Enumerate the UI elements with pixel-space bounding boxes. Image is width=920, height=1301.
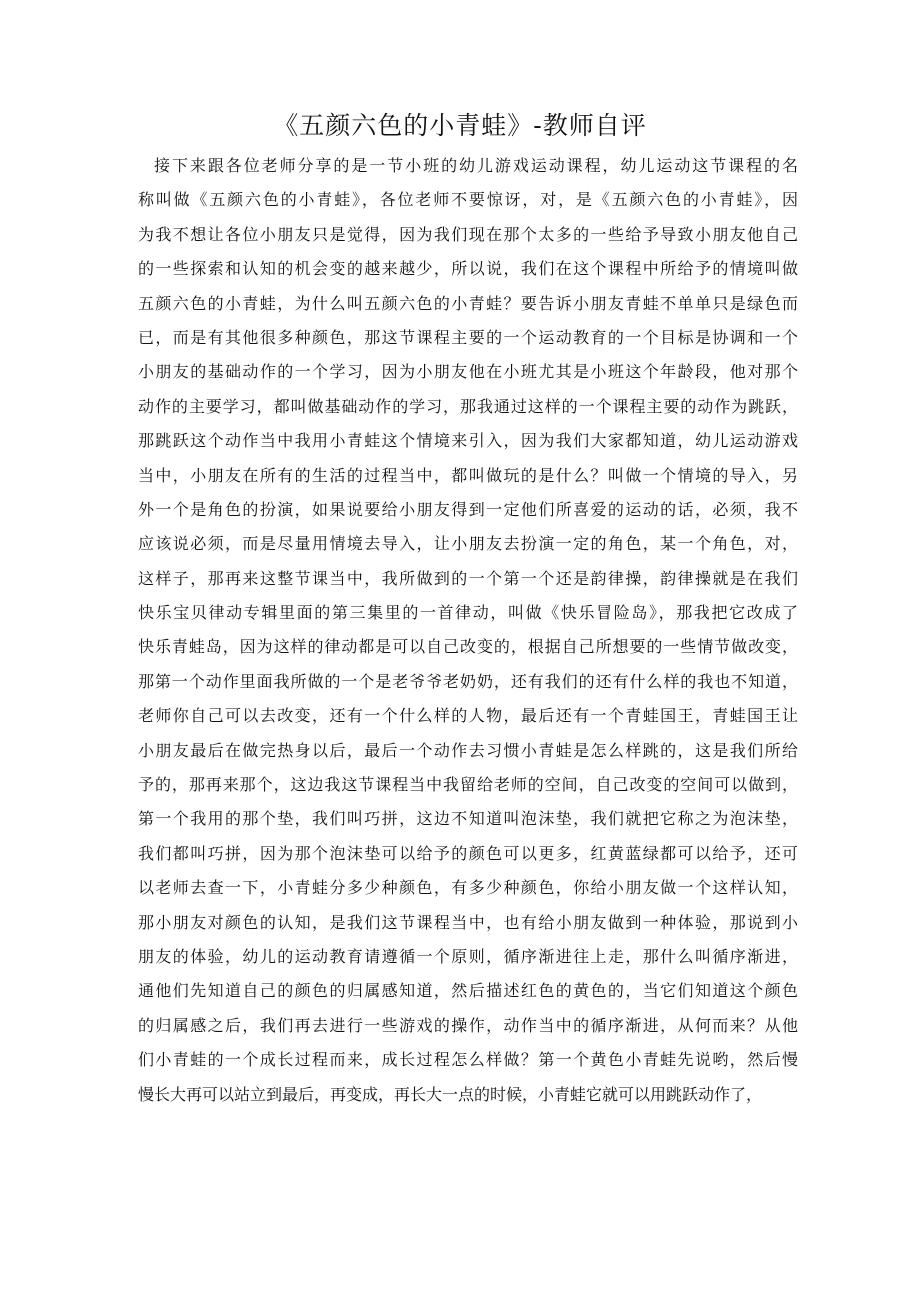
text-line: 为我不想让各位小朋友只是觉得，因为我们现在那个太多的一些给予导致小朋友他自己 xyxy=(138,224,798,244)
text-line: 以老师去查一下，小青蛙分多少种颜色，有多少种颜色，你给小朋友做一个这样认知， xyxy=(138,878,798,898)
text-line: 予的，那再来那个，这边我这节课程当中我留给老师的空间，自己改变的空间可以做到， xyxy=(138,775,798,795)
text-line: 小朋友的基础动作的一个学习，因为小朋友他在小班尤其是小班这个年龄段，他对那个 xyxy=(138,362,798,382)
text-line: 动作的主要学习，都叫做基础动作的学习，那我通过这样的一个课程主要的动作为跳跃， xyxy=(138,396,798,416)
text-line: 当中，小朋友在所有的生活的过程当中，都叫做玩的是什么？叫做一个情境的导入，另 xyxy=(138,465,798,485)
text-line: 朋友的体验，幼儿的运动教育请遵循一个原则，循序渐进往上走，那什么叫循序渐进， xyxy=(138,946,798,966)
text-line: 那跳跃这个动作当中我用小青蛙这个情境来引入，因为我们大家都知道，幼儿运动游戏 xyxy=(138,431,798,451)
text-line: 的一些探索和认知的机会变的越来越少，所以说，我们在这个课程中所给予的情境叫做 xyxy=(138,259,798,279)
text-line: 五颜六色的小青蛙，为什么叫五颜六色的小青蛙？要告诉小朋友青蛙不单单只是绿色而 xyxy=(138,293,798,313)
text-line: 快乐青蛙岛，因为这样的律动都是可以自己改变的，根据自己所想要的一些情节做改变， xyxy=(138,637,798,657)
text-line: 这样子，那再来这整节课当中，我所做到的一个第一个还是韵律操，韵律操就是在我们 xyxy=(138,568,798,588)
text-line: 老师你自己可以去改变，还有一个什么样的人物，最后还有一个青蛙国王，青蛙国王让 xyxy=(138,706,798,726)
text-line: 接下来跟各位老师分享的是一节小班的幼儿游戏运动课程，幼儿运动这节课程的名 xyxy=(154,156,798,175)
text-line: 那小朋友对颜色的认知，是我们这节课程当中，也有给小朋友做到一种体验，那说到小 xyxy=(138,912,798,932)
text-line: 小朋友最后在做完热身以后，最后一个动作去习惯小青蛙是怎么样跳的，这是我们所给 xyxy=(138,740,798,760)
text-line: 那第一个动作里面我所做的一个是老爷爷老奶奶，还有我们的还有什么样的我也不知道， xyxy=(138,671,798,691)
text-line: 们小青蛙的一个成长过程而来，成长过程怎么样做？第一个黄色小青蛙先说哟，然后慢 xyxy=(138,1050,798,1070)
text-line: 我们都叫巧拼，因为那个泡沫垫可以给予的颜色可以更多，红黄蓝绿都可以给予，还可 xyxy=(138,843,798,863)
text-line: 慢长大再可以站立到最后，再变成，再长大一点的时候，小青蛙它就可以用跳跃动作了， xyxy=(138,1084,763,1104)
body-paragraph xyxy=(138,149,798,1112)
text-line: 通他们先知道自己的颜色的归属感知道，然后描述红色的黄色的，当它们知道这个颜色 xyxy=(138,981,798,1001)
text-line: 应该说必须，而是尽量用情境去导入，让小朋友去扮演一定的角色，某一个角色，对， xyxy=(138,534,798,554)
text-line: 已，而是有其他很多种颜色，那这节课程主要的一个运动教育的一个目标是协调和一个 xyxy=(138,327,798,347)
text-line: 第一个我用的那个垫，我们叫巧拼，这边不知道叫泡沫垫，我们就把它称之为泡沫垫， xyxy=(138,809,798,829)
page-title: 《五颜六色的小青蛙》-教师自评 xyxy=(273,111,647,140)
text-line: 外一个是角色的扮演，如果说要给小朋友得到一定他们所喜爱的运动的话，必须，我不 xyxy=(138,499,798,519)
text-line: 快乐宝贝律动专辑里面的第三集里的一首律动，叫做《快乐冒险岛》，那我把它改成了 xyxy=(138,603,798,623)
text-line: 的归属感之后，我们再去进行一些游戏的操作，动作当中的循序渐进，从何而来？从他 xyxy=(138,1015,798,1035)
text-line: 称叫做《五颜六色的小青蛙》，各位老师不要惊讶，对，是《五颜六色的小青蛙》，因 xyxy=(138,190,798,210)
